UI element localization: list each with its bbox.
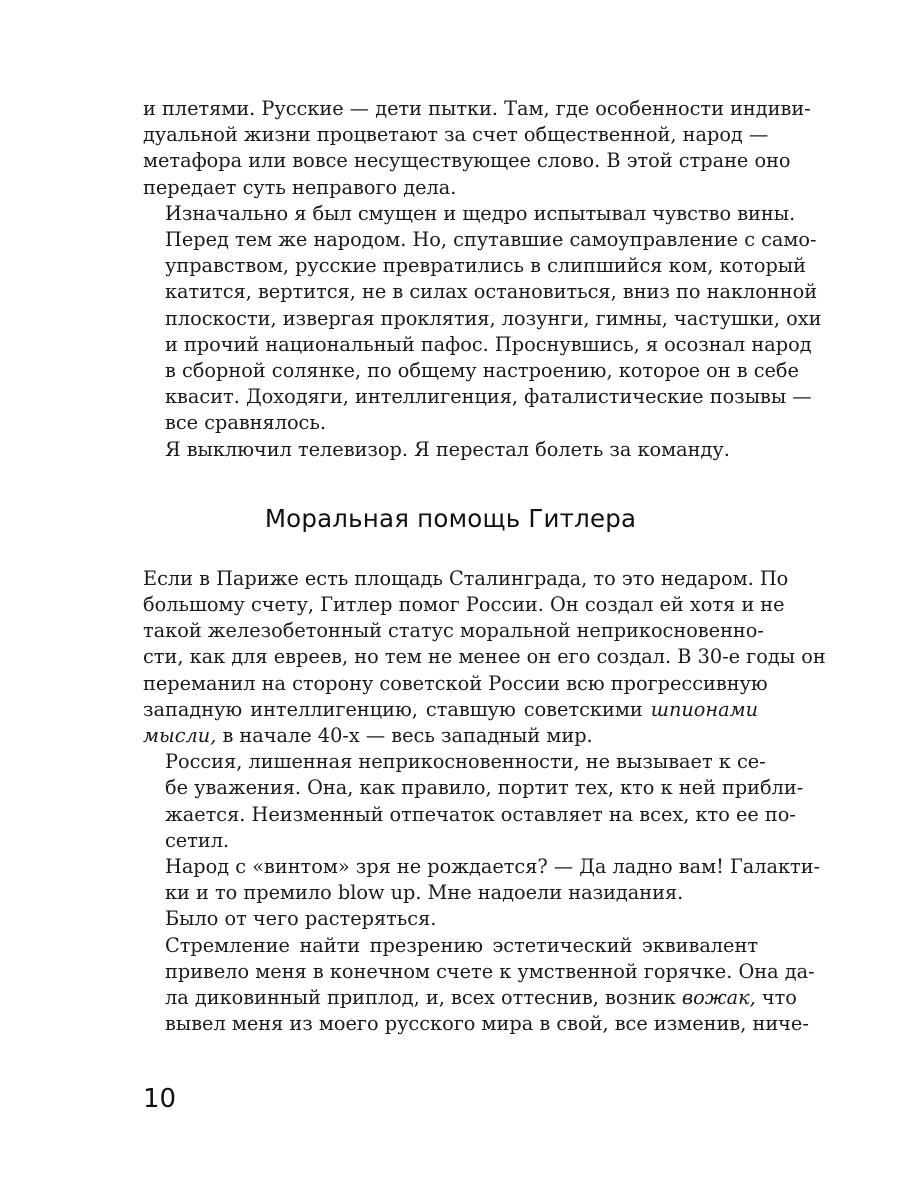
text-line — [143, 985, 797, 1011]
text-line: и прочий национальный пафос. Проснувшись, я осознал народ — [165, 332, 812, 356]
text-line — [143, 723, 758, 749]
text-line: переманил на сторону советской России всю прогрессивную — [143, 671, 768, 695]
paragraph — [143, 566, 826, 749]
text-line: управством, русские превратились в слипшийся ком, который — [165, 254, 806, 278]
text-line: дуальной жизни процветают за счет общественной, народ — — [143, 123, 769, 147]
text-line: сти, как для евреев, но тем не менее он его создал. В 30-е годы он — [143, 645, 826, 669]
text-line — [143, 697, 758, 723]
text-block-middle — [143, 749, 821, 932]
text-line: Было от чего растеряться. — [165, 907, 437, 931]
paragraph — [143, 906, 758, 932]
section-title: Моральная помощь Гитлера — [264, 503, 637, 533]
text-line: такой железобетонный статус моральной неприкосновенно- — [143, 619, 764, 643]
paragraph — [143, 437, 758, 463]
italic-phrase: вожак, — [681, 986, 756, 1010]
text-line: передает суть неправого дела. — [143, 175, 457, 199]
text-run: в начале 40-х — весь западный мир. — [216, 724, 593, 748]
text-line: Стремление найти презрению эстетический эквивалент — [165, 933, 758, 957]
text-line: бе уважения. Она, как правило, портит тех, кто к ней прибли- — [165, 776, 804, 800]
paragraph — [143, 201, 822, 437]
text-line: ки и то премило blow up. Мне надоели назидания. — [165, 881, 684, 905]
italic-phrase: шпионами — [650, 697, 758, 721]
text-line: Если в Париже есть площадь Сталинграда, то это недаром. По — [143, 566, 789, 590]
text-line: привело меня в конечном счете к умственной горячке. Она да- — [165, 959, 815, 983]
text-line: Я выключил телевизор. Я перестал болеть за команду. — [165, 437, 730, 461]
paragraph — [143, 933, 815, 1038]
book-page — [143, 96, 826, 1038]
text-line: сетил. — [165, 828, 230, 852]
text-line: Изначально я был смущен и щедро испытывал чувство вины. — [165, 201, 796, 225]
text-run: западную интеллигенцию, ставшую советскими — [143, 697, 651, 721]
text-line: метафора или вовсе несуществующее слово. В этой стране оно — [143, 149, 791, 173]
page-number: 10 — [143, 1084, 177, 1114]
paragraph — [143, 749, 804, 854]
text-line: жается. Неизменный отпечаток оставляет на всех, кто ее по- — [165, 802, 796, 826]
text-line: квасит. Доходяги, интеллигенция, фаталистические позывы — — [165, 385, 812, 409]
paragraph — [143, 96, 811, 201]
text-line: Россия, лишенная неприкосновенности, не вызывает к се- — [165, 750, 766, 774]
text-run: что — [755, 986, 797, 1010]
text-run: ла диковинный приплод, и, всех оттеснив, возник — [165, 986, 682, 1010]
text-line: Народ с «винтом» зря не рождается? — Да ладно вам! Галакти- — [165, 855, 821, 879]
text-line: и плетями. Русские — дети пытки. Там, где особенности индиви- — [143, 97, 811, 120]
text-block-top — [143, 96, 822, 463]
text-line: большому счету, Гитлер помог России. Он создал ей хотя и не — [143, 593, 785, 617]
text-line: все сравнялось. — [165, 411, 326, 435]
text-line: плоскости, извергая проклятия, лозунги, гимны, частушки, охи — [165, 306, 822, 330]
text-line: катится, вертится, не в силах остановиться, вниз по наклонной — [165, 280, 818, 304]
text-line: в сборной солянке, по общему настроению, которое он в себе — [165, 359, 799, 383]
text-line: вывел меня из моего русского мира в свой, все изменив, ниче- — [165, 1012, 809, 1036]
text-line: Перед тем же народом. Но, спутавшие самоуправление с само- — [165, 228, 817, 252]
paragraph — [143, 854, 821, 906]
italic-phrase: мысли, — [143, 724, 217, 748]
